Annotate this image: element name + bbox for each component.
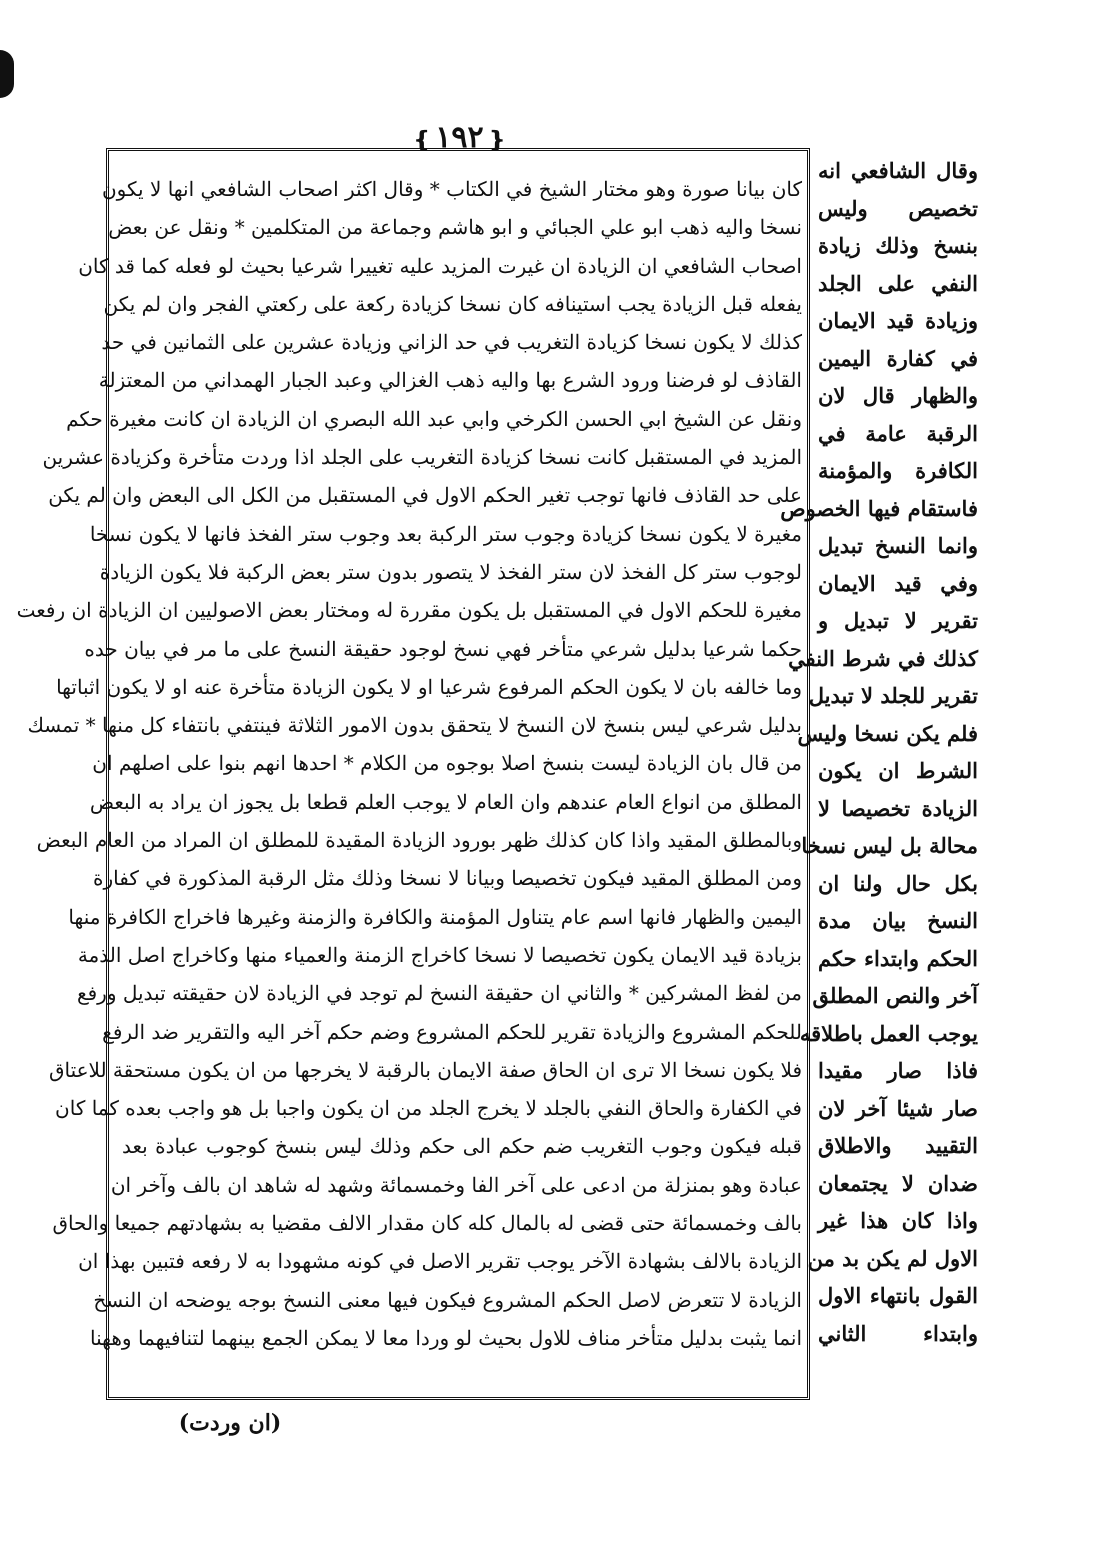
main-text-line: قبله فيكون وجوب التغريب ضم حكم الى حكم وذلك ليس بنسخ كوجوب عبادة بعد [122,1134,802,1159]
main-text-line: القاذف لو فرضنا ورود الشرع بها واليه ذهب الغزالي وعبد الجبار الهمداني من المعتزلة [98,368,802,393]
margin-text-line: القول بانتهاء الاول [818,1283,978,1308]
main-text-line: من قال بان الزيادة ليست بنسخ اصلا بوجوه من الكلام * احدها انهم بنوا على اصلهم ان [92,751,802,776]
catchword: (ان وردت) [178,1410,282,1436]
main-text-line: وما خالفه بان لا يكون الحكم المرفوع شرعيا او لا يكون الزيادة متأخرة عنه او لا يكون اثباتها [56,674,802,699]
margin-text-line: بنسخ وذلك زيادة [818,233,978,258]
main-text-line: على حد القاذف فانها توجب تغير الحكم الاول في المستقبل من الكل الى البعض وان لم يكن [48,483,802,508]
main-text-line: يفعله قبل الزيادة يجب استينافه كان نسخا كزيادة ركعة على ركعتي الفجر وان لم يكن [103,291,802,316]
margin-text-line: صار شيئا آخر لان [818,1095,978,1121]
margin-text-line: في كفارة اليمين [818,345,978,371]
margin-text-line: تخصيص وليس [818,195,978,221]
main-text-line: لوجوب ستر كل الفخذ لان ستر الفخذ لا يتصور بدون ستر بعض الركبة فلا يكون الزيادة [99,559,802,584]
margin-text-line: تقرير للجلد لا تبديل [808,683,978,708]
margin-text-line: يوجب العمل باطلاقه [799,1020,978,1046]
main-text-line: المزيد في المستقبل كانت نسخا كزيادة التغريب على الجلد اذا وردت متأخرة وكزيادة عشرين [42,445,802,470]
margin-text-line: وابتداء الثاني [818,1320,978,1346]
margin-text-line: الشرط ان يكون [818,758,978,783]
margin-text-line: الحكم وابتداء حكم [818,945,978,971]
main-text-line: بزيادة قيد الايمان يكون تخصيصا لا نسخا كاخراج الزمنة والعمياء منها وكاخراج اصل الذمة [77,942,802,967]
margin-text-line: الزيادة تخصيصا لا [818,795,978,821]
page-edge-mark [0,50,14,98]
main-text-line: مغيرة لا يكون نسخا كزيادة وجوب ستر الركبة بعد وجوب ستر الفخذ فانها لا يكون نسخا [89,521,802,546]
ornament-right: ❴ [487,127,506,153]
margin-text-line: النسخ بيان مدة [818,908,978,933]
margin-text-line: فاذا صار مقيدا [818,1058,978,1083]
main-text-line: في الكفارة والحاق النفي بالجلد لا يخرج الجلد من ان يكون واجبا بل هو واجب بعده كما كان [55,1096,802,1121]
margin-text-line: فلم يكن نسخا وليس [797,720,978,746]
main-text-line: من لفظ المشركين * والثاني ان حقيقة النسخ لم توجد في الزيادة لان حقيقته تبديل ورفع [76,981,802,1006]
main-text-line: الزيادة بالالف بشهادة الآخر يوجب تقرير الاصل في كونه مشهودا به لا رفعه فتبين بهذا ان [78,1249,802,1274]
main-text-line: ونقل عن الشيخ ابي الحسن الكرخي وابي عبد الله البصري ان الزيادة ان كانت مغيرة حكم [66,406,802,431]
main-text-line: كذلك لا يكون نسخا كزيادة التغريب في حد الزاني وزيادة عشرين على الثمانين في حد [101,330,802,355]
margin-gloss [780,152,978,1402]
main-text-line: ومن المطلق المقيد فيكون تخصيصا وبيانا لا نسخا وذلك مثل الرقبة المذكورة في كفارة [92,866,802,891]
main-text-line: وبالمطلق المقيد واذا كان كذلك ظهر بورود الزيادة المقيدة للمطلق ان المراد من العام البعض [36,828,802,853]
margin-text-line: آخر والنص المطلق [812,983,978,1008]
main-text-block [16,170,802,1395]
page-number-text: ١٩٢ [435,120,484,155]
margin-text-line: النفي على الجلد [818,270,978,296]
main-text-line: اصحاب الشافعي ان الزيادة ان غيرت المزيد عليه تغييرا شرعيا بحيث لو فعله كما قد كان [78,253,802,278]
main-text-line: الزيادة لا تتعرض لاصل الحكم المشروع فيكون فيها معنى النسخ بوجه يوضحه ان النسخ [93,1287,802,1312]
margin-text-line: وقال الشافعي انه [818,158,978,183]
ornament-left: ❵ [412,127,432,153]
margin-text-line: وانما النسخ تبديل [818,533,978,558]
margin-text-line: الاول لم يكن بد من [807,1245,978,1271]
main-text-line: مغيرة للحكم الاول في المستقبل بل يكون مقررة له ومختار بعض الاصوليين ان الزيادة ان رفعت [16,598,802,623]
margin-text-line: واذا كان هذا غير [818,1208,978,1233]
main-text-line: اليمين والظهار فانها اسم عام يتناول المؤمنة والكافرة والزمنة وغيرها فاخراج الكافرة منها [68,904,802,929]
main-text-line: فلا يكون نسخا الا ترى ان الحاق صفة الايمان بالرقبة لا يخرجها من ان يكون مستحقة للاعتاق [48,1057,802,1082]
main-text-line: بالف وخمسمائة حتى قضى له بالمال كله كان مقدار الالف مقضيا به بشهادتهم جميعا والحاق [52,1211,802,1236]
main-text-line: انما يثبت بدليل متأخر مناف للاول بحيث لو وردا معا لا يمكن الجمع بينهما لتنافيهما وههنا [90,1325,802,1350]
main-text-line: حكما شرعيا بدليل شرعي متأخر فهي نسخ لوجود حقيقة النسخ على ما مر في بيان حده [84,636,802,661]
margin-text-line: الرقبة عامة في [818,420,978,446]
margin-text-line: ضدان لا يجتمعان [818,1170,978,1196]
margin-text-line: وفي قيد الايمان [818,570,978,596]
margin-text-line: كذلك في شرط النفي [788,645,978,671]
margin-text-line: بكل حال ولنا ان [818,870,978,896]
main-text-line: بدليل شرعي ليس بنسخ لان النسخ لا يتحقق بدون الامور الثلاثة فينتفي بانتفاء كل منها * تمسك [27,713,802,738]
main-text-line: كان بيانا صورة وهو مختار الشيخ في الكتاب * وقال اكثر اصحاب الشافعي انها لا يكون [101,177,802,201]
margin-text-line: التقييد والاطلاق [818,1133,978,1158]
main-text-line: للحكم المشروع والزيادة تقرير للحكم المشروع وضم حكم آخر اليه والتقرير ضد الرفع [102,1019,802,1044]
margin-text-line: وزيادة قيد الايمان [818,308,978,333]
margin-text-line: فاستقام فيها الخصوص [780,495,978,521]
margin-text-line: محالة بل ليس نسخا [801,833,978,858]
margin-text-line: تقرير لا تبديل و [818,608,978,633]
margin-text-line: الكافرة والمؤمنة [818,458,978,483]
main-text-line: المطلق من انواع العام عندهم وان العام لا يوجب العلم قطعا بل يجوز ان يراد به البعض [89,789,802,814]
main-text-line: نسخا واليه ذهب ابو علي الجبائي و ابو هاشم وجماعة من المتكلمين * ونقل عن بعض [108,215,802,240]
main-text-line: عبادة وهو بمنزلة من ادعى على آخر الفا وخمسمائة وشهد له شاهد ان بالف وآخر ان [110,1172,802,1197]
margin-text-line: والظهار قال لان [818,383,978,408]
